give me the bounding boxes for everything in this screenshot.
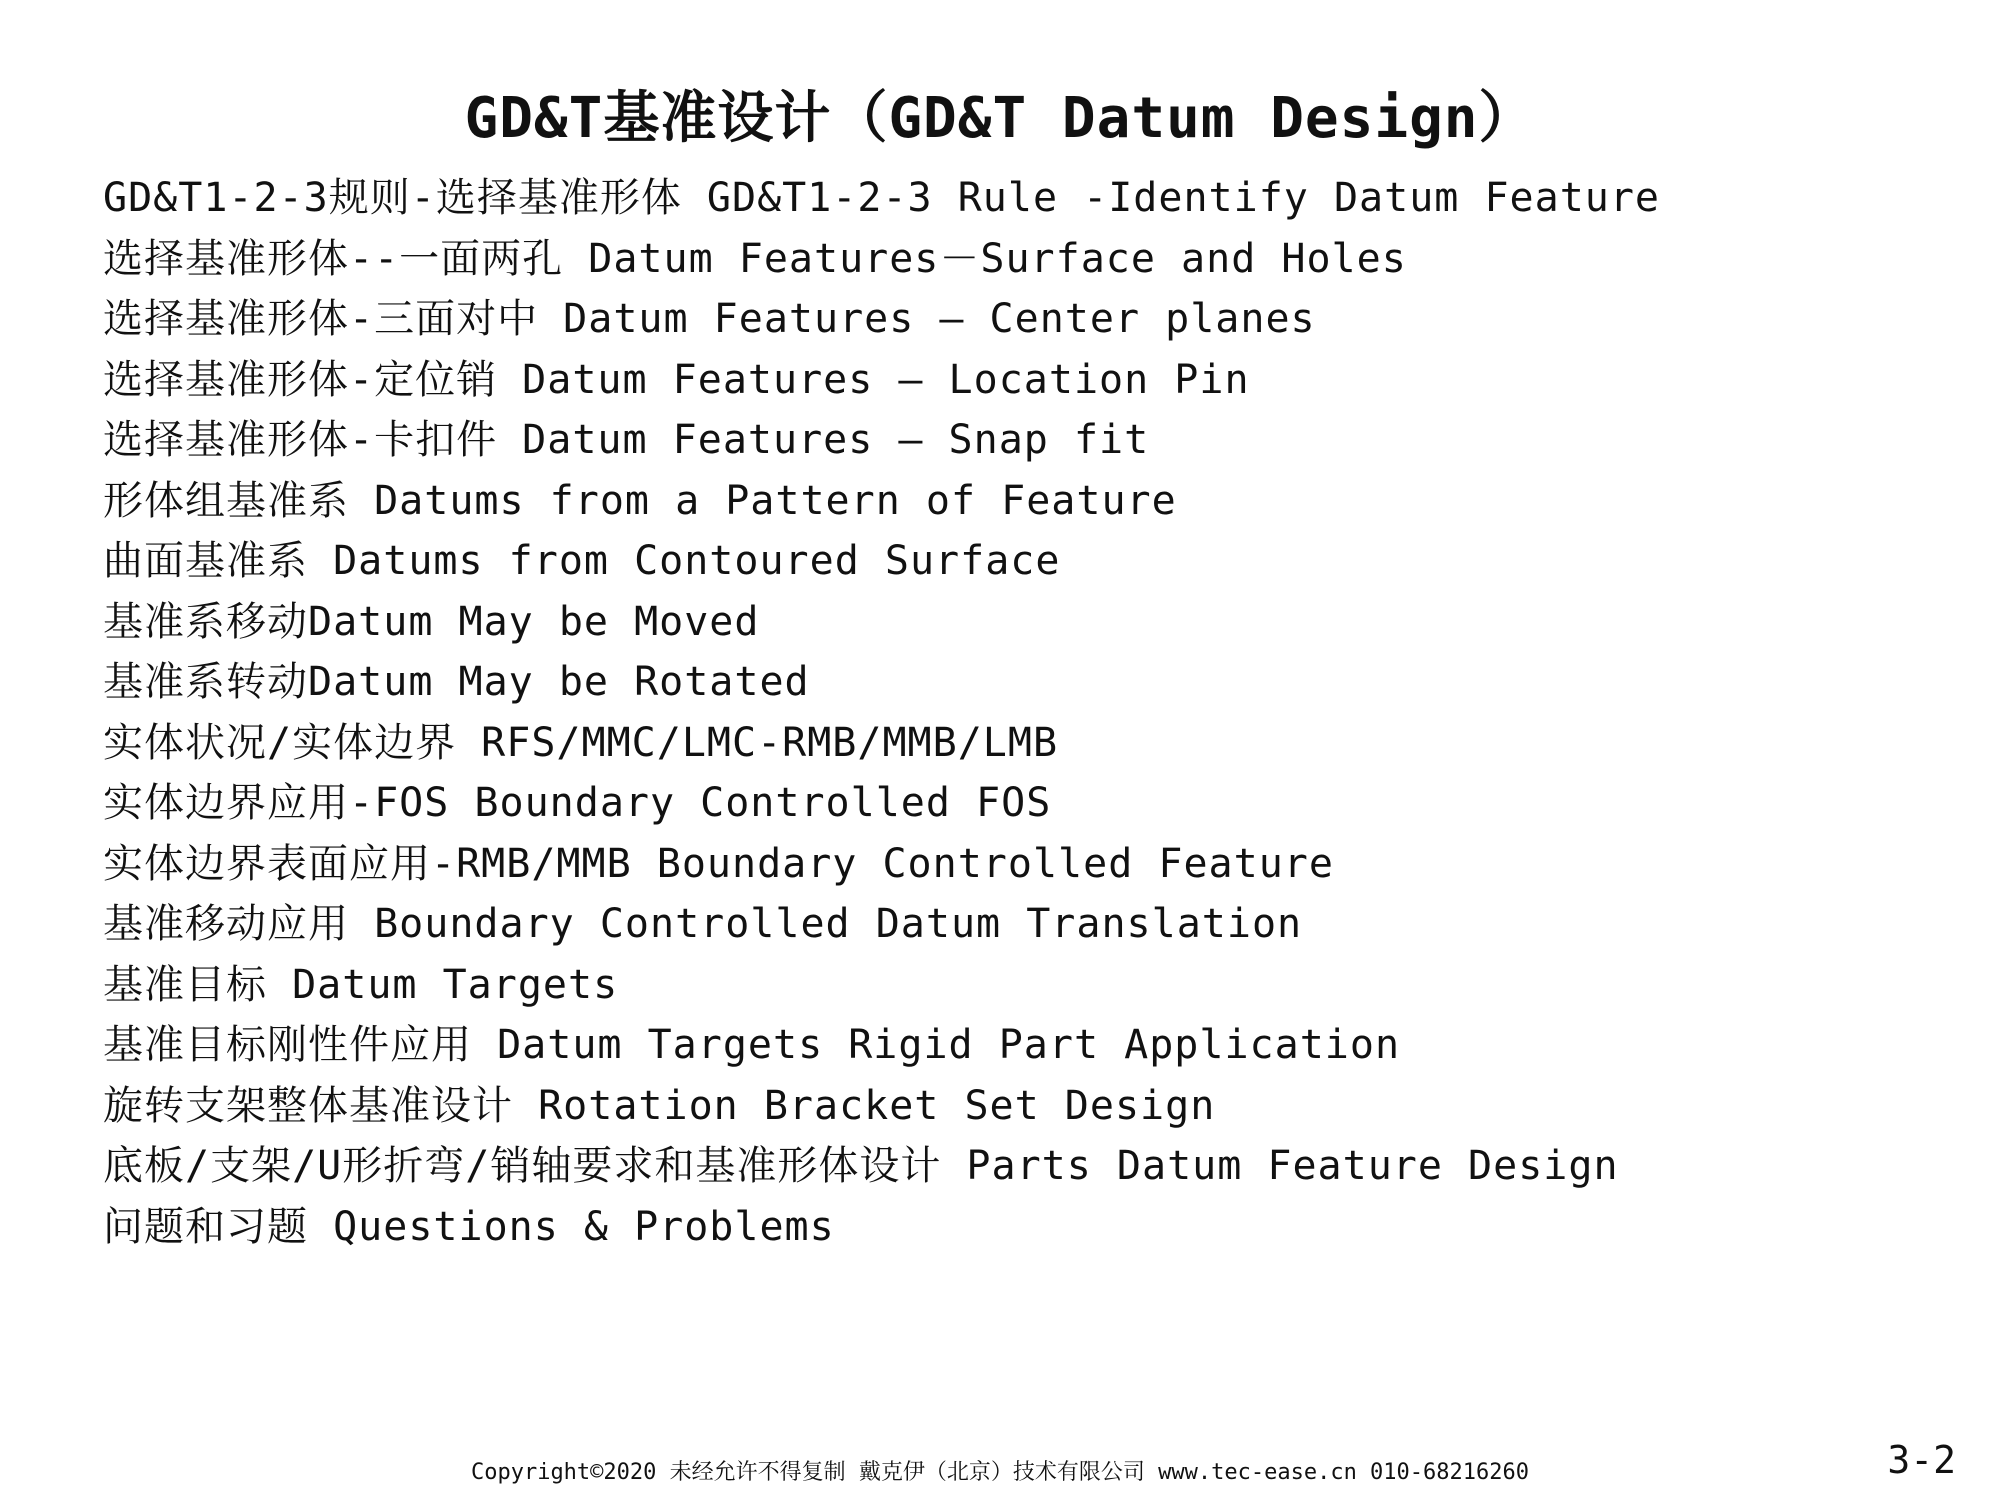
topic-item-5: 选择基准形体-卡扣件 Datum Features – Snap fit [103, 417, 1150, 463]
topic-item-1: GD&T1-2-3规则-选择基准形体 GD&T1-2-3 Rule -Identify Datum Feature [103, 175, 1661, 221]
topic-item-17: 底板/支架/U形折弯/销轴要求和基准形体设计 Parts Datum Feature Design [103, 1143, 1619, 1189]
slide-title: GD&T基准设计（GD&T Datum Design） [464, 85, 1536, 151]
topic-item-10: 实体状况/实体边界 RFS/MMC/LMC-RMB/MMB/LMB [103, 719, 1059, 766]
page-number: 3-2 [1887, 1438, 1956, 1482]
topic-item-9: 基准系转动Datum May be Rotated [103, 659, 810, 705]
topic-item-11: 实体边界应用-FOS Boundary Controlled FOS [103, 780, 1052, 826]
topic-list [103, 168, 1660, 1257]
topic-item-8: 基准系移动Datum May be Moved [103, 598, 760, 645]
topic-item-6: 形体组基准系 Datums from a Pattern of Feature [103, 477, 1177, 524]
topic-item-7: 曲面基准系 Datums from Contoured Surface [103, 538, 1061, 584]
topic-item-3: 选择基准形体-三面对中 Datum Features – Center planes [103, 296, 1316, 342]
topic-item-18: 问题和习题 Questions & Problems [103, 1203, 835, 1250]
topic-item-16: 旋转支架整体基准设计 Rotation Bracket Set Design [103, 1082, 1216, 1129]
topic-item-14: 基准目标 Datum Targets [103, 961, 619, 1008]
topic-item-2: 选择基准形体--一面两孔 Datum Features－Surface and Holes [103, 235, 1407, 282]
topic-item-4: 选择基准形体-定位销 Datum Features – Location Pin [103, 356, 1250, 403]
footer-copyright: Copyright©2020 未经允许不得复制 戴克伊（北京）技术有限公司 www.tec-ease.cn 010-68216260 [470, 1460, 1530, 1485]
topic-item-12: 实体边界表面应用-RMB/MMB Boundary Controlled Feature [103, 840, 1334, 887]
topic-item-13: 基准移动应用 Boundary Controlled Datum Translation [103, 901, 1303, 947]
topic-item-15: 基准目标刚性件应用 Datum Targets Rigid Part Application [103, 1022, 1401, 1068]
